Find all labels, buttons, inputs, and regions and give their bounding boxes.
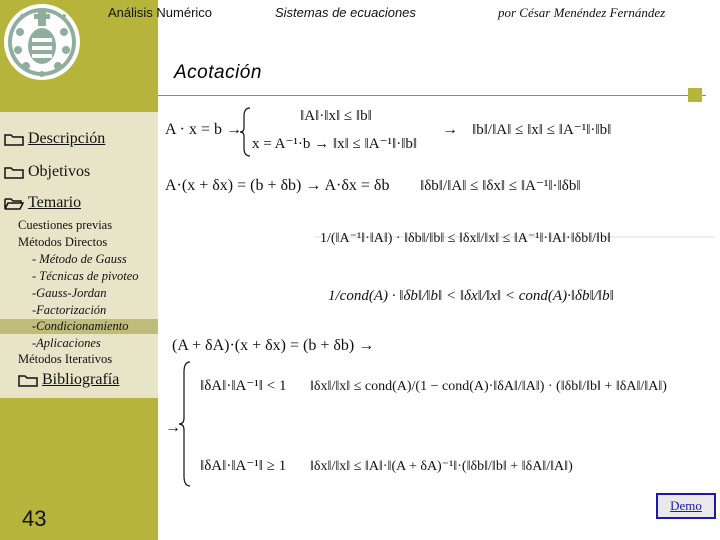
nav-bibliografia[interactable] bbox=[18, 371, 119, 389]
slide-title: Acotación bbox=[174, 62, 262, 83]
arrow: → bbox=[442, 121, 458, 138]
page-number: 43 bbox=[22, 506, 47, 531]
temario-item[interactable]: - Método de Gauss bbox=[32, 252, 127, 266]
eq-row2-result: ‖δb‖/‖A‖ ≤ ‖δx‖ ≤ ‖A⁻¹‖·‖δb‖ bbox=[420, 178, 581, 194]
temario-item[interactable]: Cuestiones previas bbox=[18, 218, 113, 232]
equations-area bbox=[160, 100, 716, 500]
eq-row1-lhs: A · x = b → bbox=[165, 121, 243, 138]
author-credit: por César Menéndez Fernández bbox=[498, 5, 666, 20]
eq-row5: (A + δA)·(x + δx) = (b + δb) → bbox=[172, 337, 375, 354]
eq-row2-lhs: A·(x + δx) = (b + δb) → A·δx = δb bbox=[165, 177, 390, 194]
temario-item[interactable]: Métodos Directos bbox=[18, 235, 108, 249]
temario-item[interactable]: -Factorización bbox=[32, 303, 107, 317]
nav-objetivos[interactable] bbox=[4, 163, 90, 181]
eq-row1-bottom: x = A⁻¹·b → ‖x‖ ≤ ‖A⁻¹‖·‖b‖ bbox=[252, 136, 418, 152]
title-divider bbox=[158, 95, 706, 96]
temario-item[interactable]: Métodos Iterativos bbox=[18, 352, 113, 366]
temario-item[interactable]: -Aplicaciones bbox=[32, 336, 101, 350]
nav-temario[interactable] bbox=[4, 194, 81, 212]
temario-item-active[interactable]: -Condicionamiento bbox=[0, 319, 158, 334]
brace bbox=[179, 362, 190, 486]
temario-item[interactable]: -Gauss-Jordan bbox=[32, 286, 107, 300]
folder-icon bbox=[18, 373, 38, 387]
arrow: → bbox=[165, 419, 181, 436]
eq-row1-result: ‖b‖/‖A‖ ≤ ‖x‖ ≤ ‖A⁻¹‖·‖b‖ bbox=[472, 122, 612, 138]
folder-icon bbox=[4, 132, 24, 146]
nav-descripcion[interactable] bbox=[4, 130, 105, 148]
case2-inequality: ‖δx‖/‖x‖ ≤ ‖A‖·‖(A + δA)⁻¹‖·(‖δb‖/‖b‖ + ‖δA‖/‖A‖) bbox=[310, 459, 573, 474]
nav-bibliografia-label: Bibliografía bbox=[42, 371, 120, 388]
eq-row4: 1/cond(A) · ‖δb‖/‖b‖ < ‖δx‖/‖x‖ < cond(A)·‖δb‖/‖b‖ bbox=[328, 288, 614, 304]
case2-condition: ‖δA‖·‖A⁻¹‖ ≥ 1 bbox=[200, 458, 287, 474]
nav-temario-label: Temario bbox=[28, 194, 82, 211]
demo-button[interactable]: Demo bbox=[656, 493, 716, 519]
chapter-title: Sistemas de ecuaciones bbox=[275, 5, 416, 20]
case1-inequality: ‖δx‖/‖x‖ ≤ cond(A)/(1 − cond(A)·‖δA‖/‖A‖) · (‖δb‖/‖b‖ + ‖δA‖/‖A‖) bbox=[310, 379, 667, 394]
temario-item[interactable]: - Técnicas de pivoteo bbox=[32, 269, 139, 283]
university-seal-logo bbox=[2, 2, 82, 82]
nav-descripcion-label: Descripción bbox=[28, 130, 106, 147]
folder-icon bbox=[4, 165, 24, 179]
open-folder-icon bbox=[4, 196, 24, 210]
nav-objetivos-label: Objetivos bbox=[28, 163, 91, 180]
case1-condition: ‖δA‖·‖A⁻¹‖ < 1 bbox=[200, 378, 287, 394]
eq-row3: 1/(‖A⁻¹‖·‖A‖) · ‖δb‖/‖b‖ ≤ ‖δx‖/‖x‖ ≤ ‖A⁻¹‖·‖A‖·‖δb‖/‖b‖ bbox=[320, 231, 611, 246]
eq-row1-top: ‖A‖·‖x‖ ≤ ‖b‖ bbox=[300, 108, 372, 124]
brace bbox=[240, 108, 250, 156]
course-title: Análisis Numérico bbox=[108, 5, 213, 20]
